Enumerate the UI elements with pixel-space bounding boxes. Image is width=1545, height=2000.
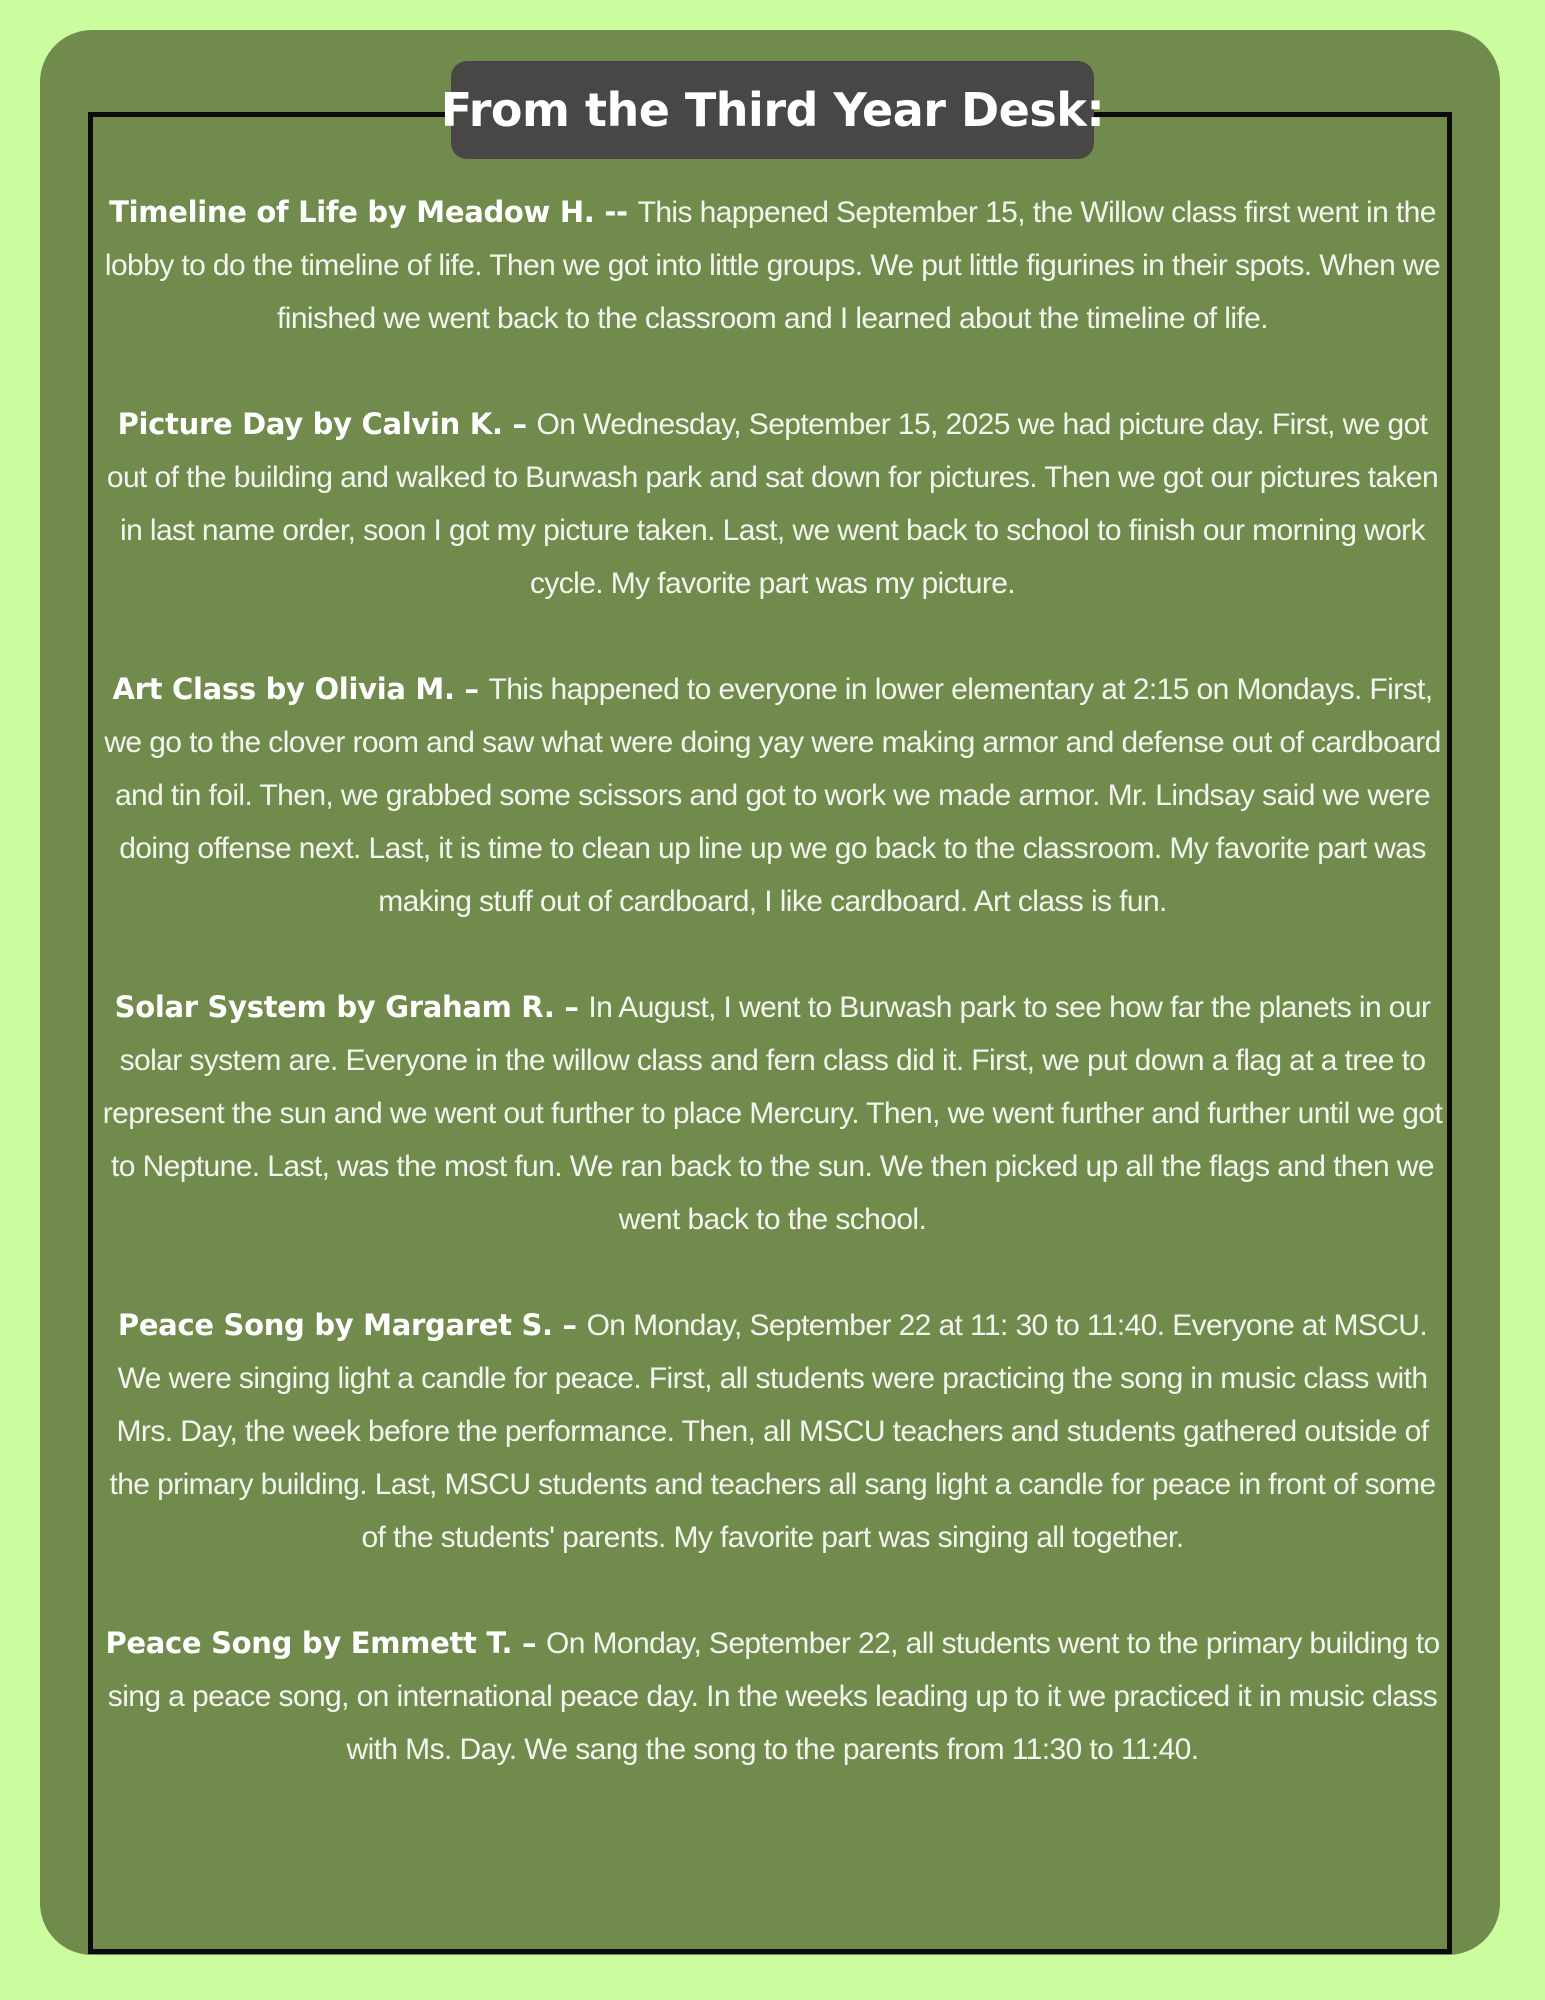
articles-container <box>100 186 1445 1829</box>
article-body: This happened to everyone in lower elementary at 2:15 on Mondays. First, we go to the clover room and saw what were doing yay were making armor and defense out of cardboard and tin foil. Then, we grabbed some scissors and got to work we made armor. Mr. Lindsay said we were doing offense next. Last, it is time to clean up line up we go back to the classroom. My favorite part was making stuff out of cardboard, I like cardboard. Art class is fun. <box>104 673 1441 918</box>
article-body: On Monday, September 22 at 11: 30 to 11:40. Everyone at MSCU. We were singing light a candle for peace. First, all students were practicing the song in music class with Mrs. Day, the week before the performance. Then, all MSCU teachers and students gathered outside of the primary building. Last, MSCU students and teachers all sang light a candle for peace in front of some of the students' parents. My favorite part was singing all together. <box>109 1309 1436 1554</box>
article-body: This happened September 15, the Willow class first went in the lobby to do the timeline of life. Then we got into little groups. We put little figurines in their spots. When we finished we went back to the classroom and I learned about the timeline of life. <box>104 196 1441 335</box>
article-entry <box>100 663 1445 928</box>
article-title: Picture Day by Calvin K. – <box>117 407 537 441</box>
article-body: On Wednesday, September 15, 2025 we had picture day. First, we got out of the building and walked to Burwash park and sat down for pictures. Then we got our pictures taken in last name order, soon I got my picture taken. Last, we went back to school to finish our morning work cycle. My favorite part was my picture. <box>106 408 1439 600</box>
article-title: Peace Song by Margaret S. – <box>117 1308 587 1342</box>
article-title: Art Class by Olivia M. – <box>112 672 489 706</box>
article-entry <box>100 1617 1445 1776</box>
article-entry <box>100 186 1445 345</box>
section-title: From the Third Year Desk: <box>440 83 1105 137</box>
article-body: On Monday, September 22, all students went to the primary building to sing a peace song, on international peace day. In the weeks leading up to it we practiced it in music class with Ms. Day. We sang the song to the parents from 11:30 to 11:40. <box>107 1627 1440 1766</box>
article-title: Peace Song by Emmett T. – <box>105 1626 546 1660</box>
article-title: Solar System by Graham R. – <box>114 990 589 1024</box>
article-entry <box>100 981 1445 1246</box>
article-entry <box>100 1299 1445 1564</box>
article-title: Timeline of Life by Meadow H. -- <box>109 195 638 229</box>
article-body: In August, I went to Burwash park to see how far the planets in our solar system are. Everyone in the willow class and fern class did it. First, we put down a flag at a tree to represent the sun and we went out further to place Mercury. Then, we went further and further until we got to Neptune. Last, was the most fun. We ran back to the sun. We then picked up all the flags and then we went back to the school. <box>102 991 1443 1236</box>
article-entry <box>100 398 1445 610</box>
section-header <box>440 61 1105 159</box>
